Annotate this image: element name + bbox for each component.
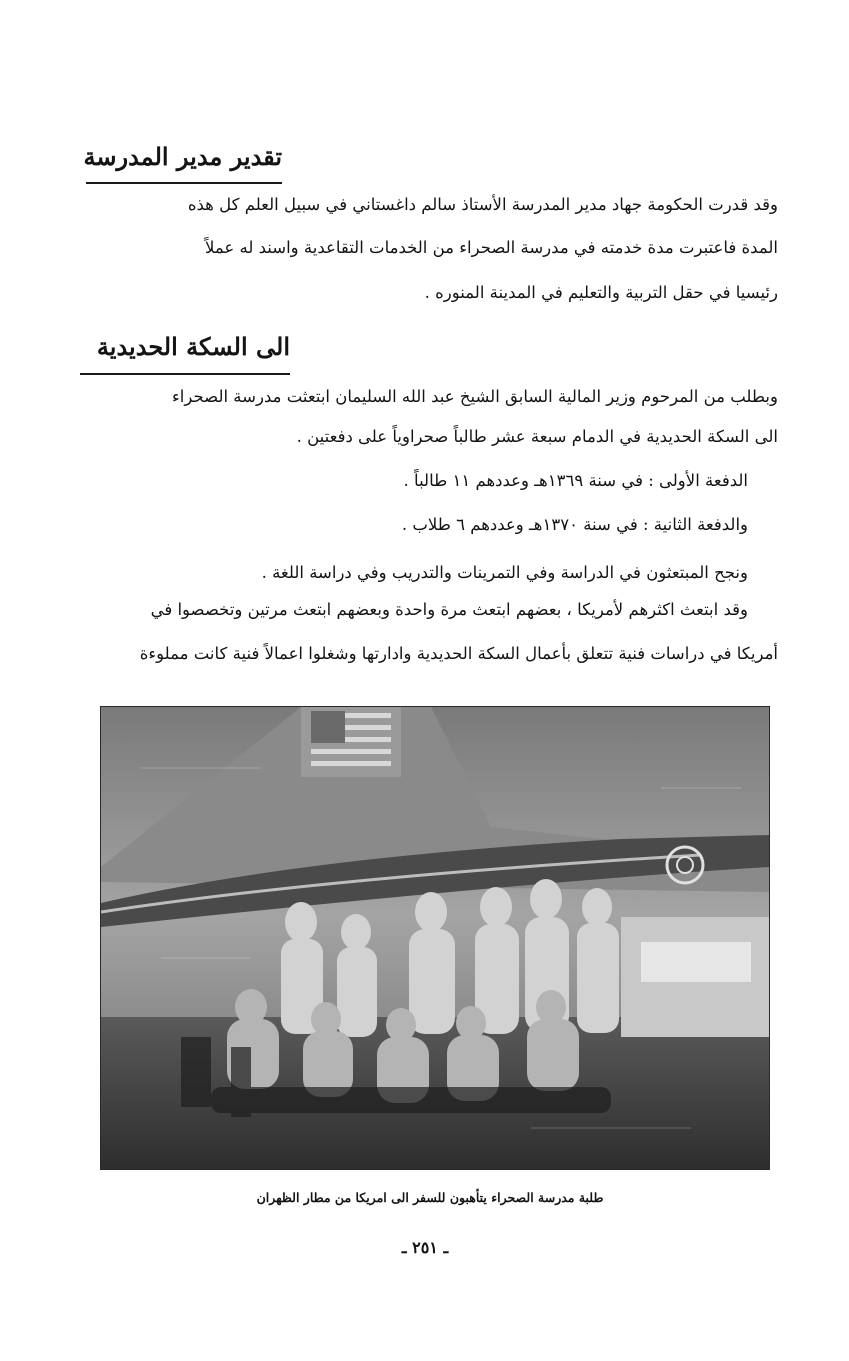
text-line: الدفعة الأولى : في سنة ١٣٦٩هـ وعددهم ١١ طالباً . [403, 471, 748, 490]
section-heading-school-director: تقدير مدير المدرسة [83, 142, 282, 171]
text-line: وقد ابتعث اكثرهم لأمريكا ، بعضهم ابتعث مرة واحدة وبعضهم ابتعث مرتين وتخصصوا في [150, 600, 748, 619]
photo-caption: طلبة مدرسة الصحراء يتأهبون للسفر الى امريكا من مطار الظهران [256, 1190, 604, 1205]
text-line: الى السكة الحديدية في الدمام سبعة عشر طالباً صحراوياً على دفعتين . [296, 427, 778, 446]
text-line: وبطلب من المرحوم وزير المالية السابق الشيخ عبد الله السليمان ابتعثت مدرسة الصحراء [172, 387, 778, 406]
text-line: رئيسيا في حقل التربية والتعليم في المدينة المنوره . [424, 283, 778, 302]
section-heading-railway: الى السكة الحديدية [96, 332, 290, 361]
heading-underline [80, 373, 290, 375]
text-line: ونجح المبتعثون في الدراسة وفي التمرينات والتدريب وفي دراسة اللغة . [261, 563, 748, 582]
text-line: والدفعة الثانية : في سنة ١٣٧٠هـ وعددهم ٦ طلاب . [401, 515, 748, 534]
photo-illustration [101, 707, 769, 1169]
page-number: ـ ٢٥١ ـ [401, 1238, 449, 1257]
paragraph-railway [78, 383, 778, 673]
paragraph-school-director [78, 191, 778, 317]
photo-students-at-airport [100, 706, 770, 1170]
heading-underline [86, 182, 282, 184]
text-line: وقد قدرت الحكومة جهاد مدير المدرسة الأستاذ سالم داغستاني في سبيل العلم كل هذه [187, 195, 778, 214]
text-line: المدة فاعتبرت مدة خدمته في مدرسة الصحراء من الخدمات التقاعدية واسند له عملاً [205, 238, 778, 257]
text-line: أمريكا في دراسات فنية تتعلق بأعمال السكة الحديدية وادارتها وشغلوا اعمالاً فنية كانت مملوءة [139, 644, 778, 663]
